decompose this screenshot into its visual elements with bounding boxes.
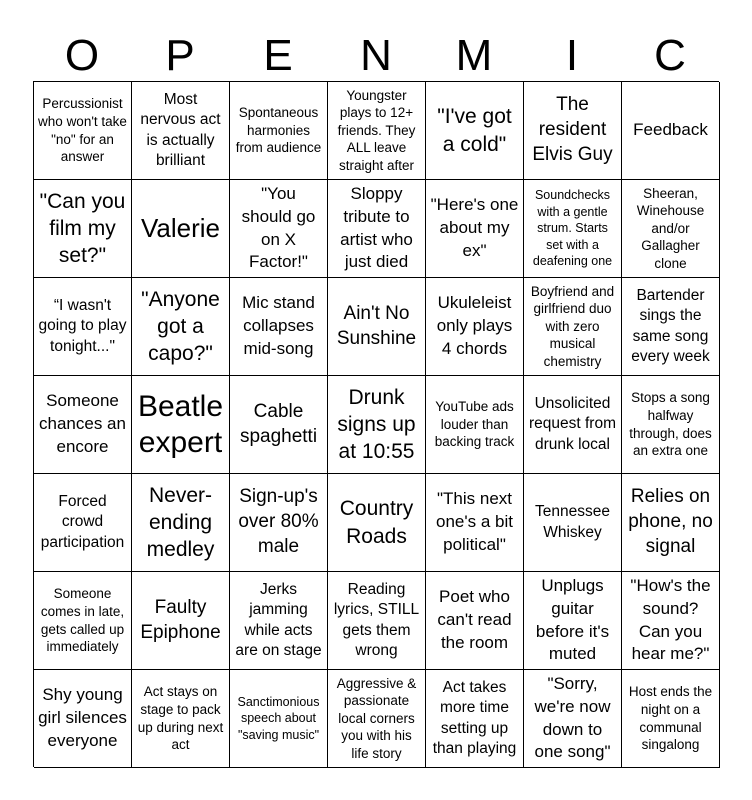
bingo-cell[interactable] [132, 82, 230, 180]
cell-text: Soundchecks with a gentle strum. Starts set with a deafening one [532, 188, 613, 269]
bingo-cell[interactable] [426, 572, 524, 670]
bingo-cell[interactable] [426, 180, 524, 278]
cell-text: Beatle expert [137, 389, 224, 459]
cell-text: Someone comes in late, gets called up immediately [40, 586, 125, 655]
bingo-cell[interactable] [328, 376, 426, 474]
cell-text: Feedback [633, 120, 708, 140]
cell-text: YouTube ads louder than backing track [434, 399, 515, 450]
cell-text: Bartender sings the same song every week [631, 287, 710, 365]
bingo-cell[interactable] [426, 278, 524, 376]
cell-text: Cable spaghetti [239, 400, 318, 447]
cell-text: Ain't No Sunshine [336, 302, 417, 349]
bingo-cell[interactable] [230, 180, 328, 278]
cell-text: Relies on phone, no signal [628, 486, 713, 557]
bingo-cell[interactable] [426, 376, 524, 474]
title-letter-p: P [165, 31, 195, 80]
bingo-cell[interactable] [230, 572, 328, 670]
bingo-cell[interactable] [34, 670, 132, 768]
cell-text: Poet who can't read the room [437, 587, 512, 652]
cell-text: Sanctimonious speech about "saving music" [237, 694, 320, 742]
cell-text: Faulty Epiphone [140, 596, 221, 643]
cell-text: Drunk signs up at 10:55 [337, 385, 416, 464]
title-letter-m: M [455, 31, 493, 80]
bingo-cell[interactable] [34, 376, 132, 474]
cell-text: The resident Elvis Guy [532, 94, 613, 165]
cell-text: Shy young girl silences everyone [38, 685, 127, 750]
bingo-cell[interactable] [132, 474, 230, 572]
bingo-cell[interactable] [328, 82, 426, 180]
bingo-cell[interactable] [132, 278, 230, 376]
cell-text: Someone chances an encore [39, 391, 126, 456]
bingo-cell[interactable] [328, 474, 426, 572]
cell-text: "Sorry, we're now down to one song" [534, 673, 611, 762]
cell-text: Aggressive & passionate local corners you with his life story [336, 675, 417, 761]
cell-text: Unsolicited request from drunk local [528, 395, 616, 453]
bingo-cell[interactable] [34, 572, 132, 670]
bingo-cell[interactable] [328, 180, 426, 278]
bingo-cell[interactable] [34, 474, 132, 572]
bingo-cell[interactable] [622, 474, 720, 572]
title-letter-e: E [263, 31, 293, 80]
bingo-cell[interactable] [524, 670, 622, 768]
bingo-cell[interactable] [622, 376, 720, 474]
cell-text: Mic stand collapses mid-song [242, 293, 315, 358]
bingo-cell[interactable] [426, 474, 524, 572]
bingo-cell[interactable] [622, 180, 720, 278]
cell-text: Stops a song halfway through, does an extra one [629, 390, 712, 459]
cell-text: "I've got a cold" [437, 105, 512, 156]
cell-text: Host ends the night on a communal singalong [628, 684, 713, 753]
cell-text: Youngster plays to 12+ friends. They ALL leave straight after [337, 87, 416, 173]
bingo-cell[interactable] [622, 278, 720, 376]
title-letter-o: O [64, 31, 100, 80]
bingo-cell[interactable] [230, 376, 328, 474]
bingo-cell[interactable] [230, 278, 328, 376]
bingo-cell[interactable] [524, 474, 622, 572]
bingo-grid [33, 81, 719, 767]
cell-text: Sheeran, Winehouse and/or Gallagher clone [636, 185, 705, 271]
bingo-cell[interactable] [230, 82, 328, 180]
cell-text: Spontaneous harmonies from audience [235, 105, 322, 156]
bingo-cell[interactable] [132, 180, 230, 278]
bingo-cell[interactable] [328, 278, 426, 376]
bingo-cell[interactable] [132, 376, 230, 474]
title-letter-n: N [360, 31, 392, 80]
cell-text: Country Roads [339, 497, 414, 548]
bingo-cell[interactable] [426, 82, 524, 180]
cell-text: Ukuleleist only plays 4 chords [436, 293, 513, 358]
bingo-cell[interactable] [230, 474, 328, 572]
bingo-cell[interactable] [622, 82, 720, 180]
cell-text: Sloppy tribute to artist who just died [340, 183, 413, 272]
cell-text: Never-ending medley [146, 483, 215, 562]
cell-text: "Here's one about my ex" [430, 195, 519, 260]
cell-text: "Can you film my set?" [39, 189, 126, 268]
bingo-cell[interactable] [328, 670, 426, 768]
cell-text: Act takes more time setting up than playing [432, 679, 517, 757]
cell-text: Tennessee Whiskey [535, 503, 610, 541]
bingo-cell[interactable] [524, 376, 622, 474]
bingo-cell[interactable] [524, 278, 622, 376]
bingo-cell[interactable] [230, 670, 328, 768]
cell-text: "This next one's a bit political" [436, 489, 513, 554]
cell-text: Reading lyrics, STILL gets them wrong [333, 581, 420, 659]
cell-text: Act stays on stage to pack up during next act [137, 684, 224, 753]
bingo-cell[interactable] [622, 572, 720, 670]
cell-text: "You should go on X Factor!" [241, 183, 316, 272]
bingo-cell[interactable] [426, 670, 524, 768]
cell-text: Boyfriend and girlfriend duo with zero musical chemistry [530, 283, 615, 369]
bingo-cell[interactable] [524, 572, 622, 670]
cell-text: Forced crowd participation [40, 493, 125, 551]
bingo-cell[interactable] [622, 670, 720, 768]
cell-text: "How's the sound? Can you hear me?" [630, 575, 711, 664]
bingo-cell[interactable] [328, 572, 426, 670]
cell-text: Most nervous act is actually brilliant [140, 91, 221, 169]
cell-text: “I wasn't going to play tonight..." [38, 297, 127, 355]
cell-text: Unplugs guitar before it's muted [535, 575, 610, 664]
cell-text: Valerie [140, 212, 220, 243]
cell-text: Sign-up's over 80% male [238, 486, 319, 557]
bingo-title [33, 30, 719, 82]
bingo-cell[interactable] [132, 572, 230, 670]
bingo-cell[interactable] [524, 180, 622, 278]
cell-text: "Anyone got a capo?" [141, 287, 220, 366]
bingo-cell[interactable] [34, 278, 132, 376]
bingo-cell[interactable] [524, 82, 622, 180]
bingo-cell[interactable] [132, 670, 230, 768]
bingo-cell[interactable] [34, 82, 132, 180]
title-letter-i: I [565, 31, 579, 80]
cell-text: Jerks jamming while acts are on stage [235, 581, 322, 659]
title-letter-c: C [654, 31, 686, 80]
cell-text: Percussionist who won't take "no" for an answer [38, 96, 127, 165]
bingo-cell[interactable] [34, 180, 132, 278]
